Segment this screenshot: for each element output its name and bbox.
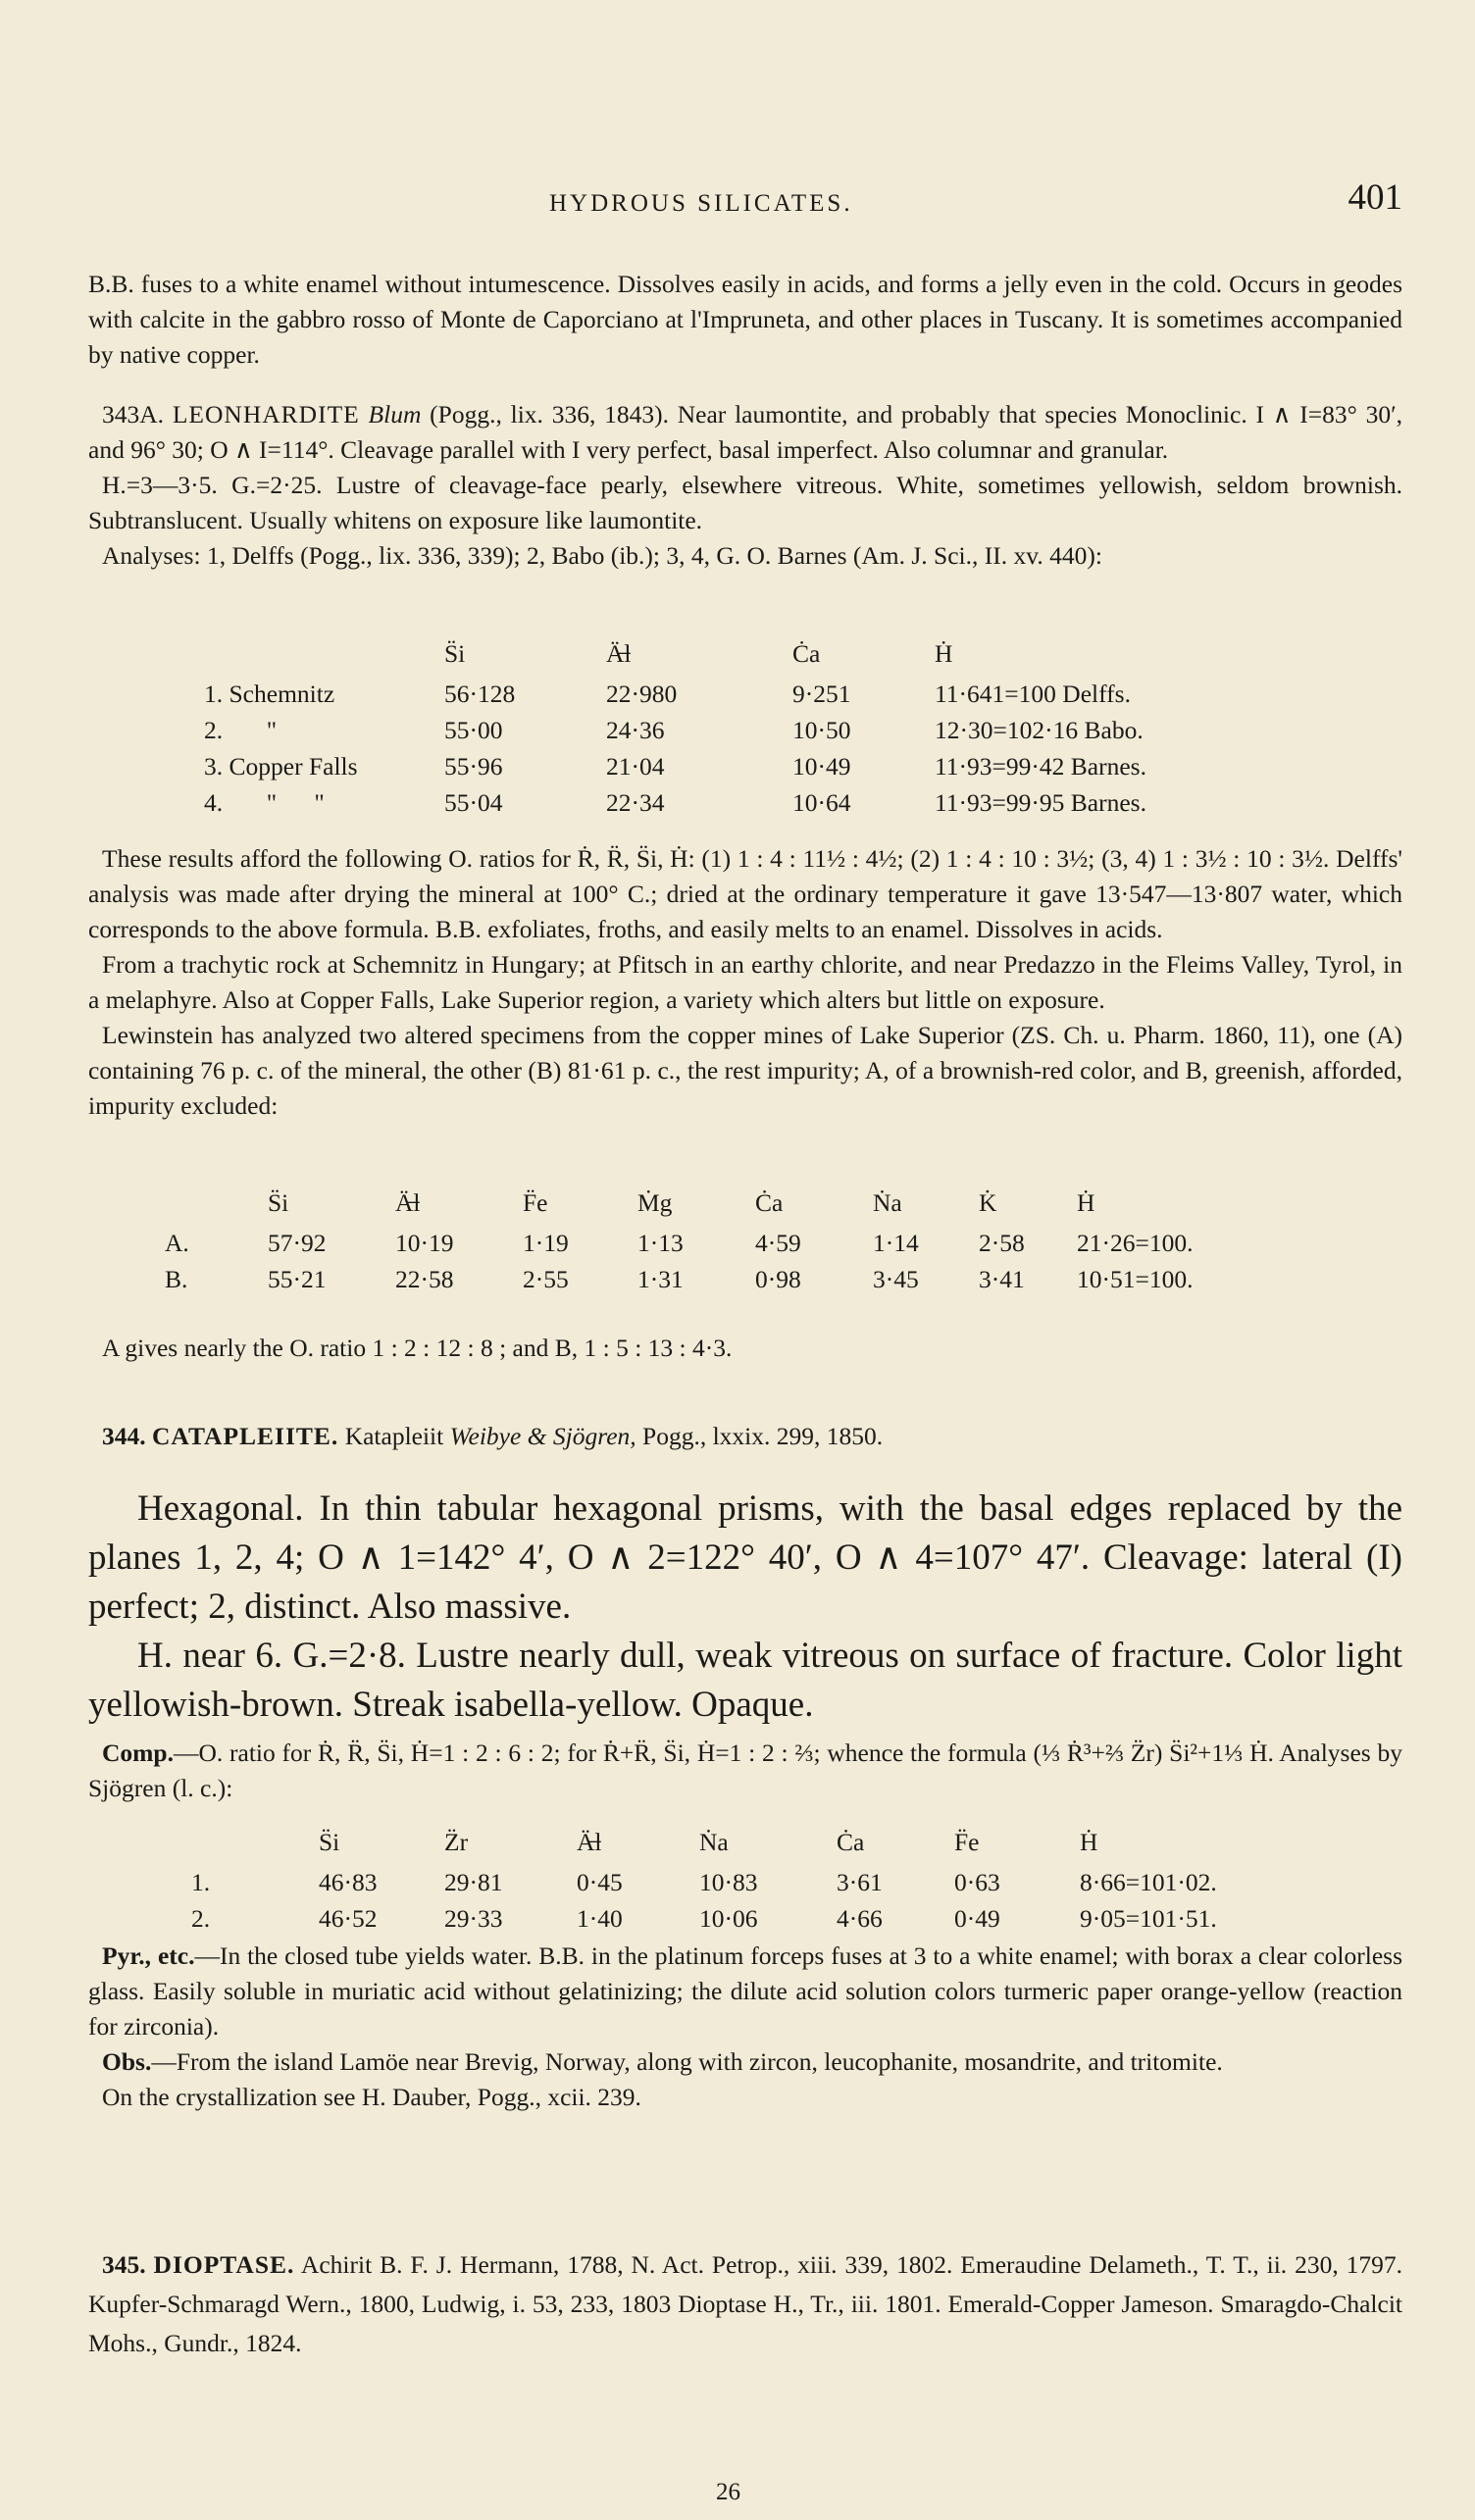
table-cell: 10·19 [395,1228,454,1257]
table-cell: 46·83 [319,1867,378,1896]
species-reference: (Pogg., lix. 336, 1843). Near laumontite, and probably that species Monoclinic. I ∧ I=83° 30′, and 96° 30; O ∧ I=114°. Cleavage parallel with I very perfect, basal imperfect. Also columnar and granular. [88,400,1403,464]
species-author: Blum [368,400,422,428]
table-cell: 11·93=99·42 Barnes. [935,751,1146,781]
table-cell: 3·41 [979,1264,1025,1293]
page-header [88,176,1402,216]
table-row [204,712,1146,748]
catapleiite-composition [88,1736,1402,1806]
table-cell: 8·66=101·02. [1080,1867,1217,1896]
obs-text: —From the island Lamöe near Brevig, Norway, along with zircon, leucophanite, mosandrite, and tritomite. [151,2047,1223,2076]
species-authors: Weibye & Sjögren, [449,1422,636,1450]
table-cell: 0·98 [755,1264,801,1293]
table-cell: 55·00 [444,715,503,744]
synonymy-text: Achirit B. F. J. Hermann, 1788, N. Act. Petrop., xiii. 339, 1802. Emeraudine Delameth., T. T., ii. 230, 1797. Kupfer-Schmaragd Wern., 1800, Ludwig, i. 53, 233, 1803 Dioptase H., Tr., iii. 1801. Emerald-Copper Jameson. Smaragdo-Chalcit Mohs., Gundr., 1824. [88,2250,1402,2357]
crystallization-paragraph: On the crystallization see H. Dauber, Pogg., xcii. 239. [102,2083,641,2111]
catapleiite-heading-paragraph [88,1419,1402,1454]
composition-text: —O. ratio for Ṙ, R̈, S̈i, Ḣ=1 : 2 : 6 : 2; for Ṙ+R̈, S̈i, Ḣ=1 : 2 : ⅔; whence the formula (⅓ Ṙ³+⅔ Z̈r) S̈i²+1⅓ Ḣ. Analyses by Sjögren (l. c.): [88,1739,1402,1802]
table-header-cell: Ċa [792,639,821,668]
table-cell: 10·50 [792,715,851,744]
observations-paragraph [88,2044,1402,2080]
lewinstein-analysis-table [165,1182,1342,1297]
table-header-row [204,632,1146,676]
table-cell: 1·40 [577,1903,623,1933]
species-number: 345. [102,2250,146,2279]
table-header-cell: S̈i [444,639,466,668]
table-cell: 0·63 [954,1867,1000,1896]
table-row [165,1225,1194,1261]
table-cell: B. [165,1264,188,1293]
leonhardite-heading-paragraph [88,397,1402,468]
lewinstein-paragraph: Lewinstein has analyzed two altered specimens from the copper mines of Lake Superior (ZS. Ch. u. Pharm. 1860, 11), one (A) containing 76 p. c. of the mineral, the other (B) 81·61 p. c., the rest impurity; A, of a brownish-red color, and B, greenish, afforded, impurity excluded: [88,1021,1402,1120]
pyrognostics-paragraph [88,1939,1402,2044]
catapleiite-heading [88,1419,1402,1454]
table-cell: A. [165,1228,189,1257]
table-cell: 11·641=100 Delffs. [935,679,1131,708]
table-cell: 3·61 [837,1867,883,1896]
table-header-cell: Ä̶l [577,1828,602,1856]
obs-label: Obs. [102,2047,152,2076]
leonhardite-section [88,397,1402,574]
table-row [191,1900,1217,1937]
table-cell: 55·04 [444,787,503,817]
table-row [191,1864,1217,1900]
composition-paragraph [88,1736,1402,1806]
physical-properties-paragraph: H. near 6. G.=2·8. Lustre nearly dull, weak vitreous on surface of fracture. Color light yellowish-brown. Streak isabella-yellow. Opaque. [88,1636,1402,1725]
table-header-cell: Ċa [755,1188,784,1217]
table-cell: 1·13 [637,1228,684,1257]
table-header-cell: S̈i [319,1828,340,1856]
table-cell: 10·49 [792,751,851,781]
running-head: HYDROUS SILICATES. [549,190,853,217]
table-cell: 1·31 [637,1264,684,1293]
table-cell: 2. " [204,715,278,744]
table-cell: 0·45 [577,1867,623,1896]
table-header-cell: S̈i [268,1188,289,1217]
table-cell: 10·06 [699,1903,758,1933]
table-row [204,676,1146,712]
table-cell: 2. [191,1903,211,1933]
table-header-cell: Ṅa [699,1828,729,1856]
table-cell: 55·96 [444,751,503,781]
table-cell: 4·66 [837,1903,883,1933]
table-cell: 12·30=102·16 Babo. [935,715,1144,744]
table-header-cell: Ḣ [1080,1828,1098,1856]
table-row [165,1261,1194,1297]
table-cell: 22·34 [606,787,665,817]
table-header-row [191,1821,1217,1864]
page-number: 401 [1348,177,1402,218]
table-cell: 1·19 [523,1228,569,1257]
table-cell: 10·64 [792,787,851,817]
table-cell: 9·05=101·51. [1080,1903,1217,1933]
leonhardite-ratio-note [88,1331,1402,1366]
species-name: CATAPLEIITE. [152,1422,339,1450]
table-header-cell [165,1182,268,1225]
table-cell: 9·251 [792,679,851,708]
table-header-cell: F̈e [523,1188,548,1217]
table-cell: 2·55 [523,1264,569,1293]
table-cell: 3·45 [873,1264,919,1293]
table-cell: 56·128 [444,679,516,708]
pyr-text: —In the closed tube yields water. B.B. in the platinum forceps fuses at 3 to a white enamel; with borax a clear colorless glass. Easily soluble in muriatic acid without gelatinizing; the dilute acid solution colors turmeric paper orange-yellow (reaction for zirconia). [88,1941,1402,2041]
signature-mark: 26 [716,2479,740,2505]
table-cell: 22·58 [395,1264,454,1293]
ratio-note-paragraph: A gives nearly the O. ratio 1 : 2 : 12 : 8 ; and B, 1 : 5 : 13 : 4·3. [102,1334,733,1362]
catapleiite-notes [88,1939,1402,2115]
localities-paragraph: From a trachytic rock at Schemnitz in Hungary; at Pfitsch in an earthy chlorite, and near Predazzo in the Fleims Valley, Tyrol, in a melaphyre. Also at Copper Falls, Lake Superior region, a variety which alters but little on exposure. [88,950,1402,1014]
table-header-cell: Ḣ [935,639,953,668]
table-cell: 1. [191,1867,211,1896]
species-synonym: Katapleiit [344,1422,444,1450]
table-cell: 21·04 [606,751,665,781]
sjogren-analysis-table [191,1821,1368,1937]
table-header-cell: Ṅa [873,1188,902,1217]
species-name: DIOPTASE. [153,2250,295,2279]
table-cell: 1·14 [873,1228,919,1257]
table-cell: 4. " " [204,787,325,817]
table-header-cell: Ċa [837,1828,865,1856]
table-cell: 55·21 [268,1264,327,1293]
table-header-cell: Ḣ [1077,1188,1095,1217]
table-row [204,784,1146,821]
table-header-cell: Ä̶l [606,639,632,668]
table-cell: 24·36 [606,715,665,744]
catapleiite-description [88,1485,1402,1730]
table-cell: 3. Copper Falls [204,751,358,781]
intro-paragraph: B.B. fuses to a white enamel without intumescence. Dissolves easily in acids, and forms a jelly even in the cold. Occurs in geodes with calcite in the gabbro rosso of Monte de Caporciano at l'Impruneta, and other places in Tuscany. It is sometimes accompanied by native copper. [88,270,1402,369]
dioptase-paragraph [88,2245,1402,2363]
crystal-form-paragraph: Hexagonal. In thin tabular hexagonal prisms, with the basal edges replaced by the planes 1, 2, 4; O ∧ 1=142° 4′, O ∧ 2=122° 40′, O ∧ 4=107° 47′. Cleavage: lateral (I) perfect; 2, distinct. Also massive. [88,1488,1402,1627]
table-header-cell: Z̈r [444,1828,469,1856]
table-cell: 0·49 [954,1903,1000,1933]
table-row [204,748,1146,784]
table-cell: 22·980 [606,679,678,708]
table-header-cell [191,1821,319,1864]
table-cell: 46·52 [319,1903,378,1933]
table-cell: 29·33 [444,1903,503,1933]
intro-section [88,267,1402,373]
table-cell: 10·83 [699,1867,758,1896]
species-name: LEONHARDITE [172,400,360,428]
table-cell: 57·92 [268,1228,327,1257]
pyr-label: Pyr., etc. [102,1941,195,1970]
species-number: 343A. [102,400,165,428]
table-cell: 1. Schemnitz [204,679,335,708]
species-number: 344. [102,1422,146,1450]
leonhardite-analyses-intro: Analyses: 1, Delffs (Pogg., lix. 336, 339); 2, Babo (ib.); 3, 4, G. O. Barnes (Am. J. Sci., II. xv. 440): [102,541,1102,570]
table-cell: 11·93=99·95 Barnes. [935,787,1146,817]
leonhardite-discussion [88,841,1402,1124]
leonhardite-analysis-table [204,632,1283,821]
leonhardite-physical: H.=3—3·5. G.=2·25. Lustre of cleavage-face pearly, elsewhere vitreous. White, sometimes yellowish, seldom brownish. Subtranslucent. Usually whitens on exposure like laumontite. [88,471,1402,534]
table-header-row [165,1182,1194,1225]
table-header-cell: Ṁg [637,1188,673,1217]
table-cell: 10·51=100. [1077,1264,1194,1293]
table-cell: 4·59 [755,1228,801,1257]
table-header-cell: K̇ [979,1188,997,1217]
composition-label: Comp. [102,1739,174,1767]
table-header-cell: Ä̶l [395,1188,421,1217]
table-header-cell [204,632,444,676]
table-cell: 2·58 [979,1228,1025,1257]
dioptase-section [88,2245,1402,2363]
species-reference: Pogg., lxxix. 299, 1850. [642,1422,884,1450]
table-cell: 29·81 [444,1867,503,1896]
oxygen-ratio-paragraph: These results afford the following O. ratios for Ṙ, R̈, S̈i, Ḣ: (1) 1 : 4 : 11½ : 4½; (2) 1 : 4 : 10 : 3½; (3, 4) 1 : 3½ : 10 : 3½. Delffs' analysis was made after drying the mineral at 100° C.; dried at the ordinary temperature it gave 13·547—13·807 water, which corresponds to the above formula. B.B. exfoliates, froths, and easily melts to an enamel. Dissolves in acids. [88,844,1402,943]
table-header-cell: F̈e [954,1828,980,1856]
table-cell: 21·26=100. [1077,1228,1194,1257]
